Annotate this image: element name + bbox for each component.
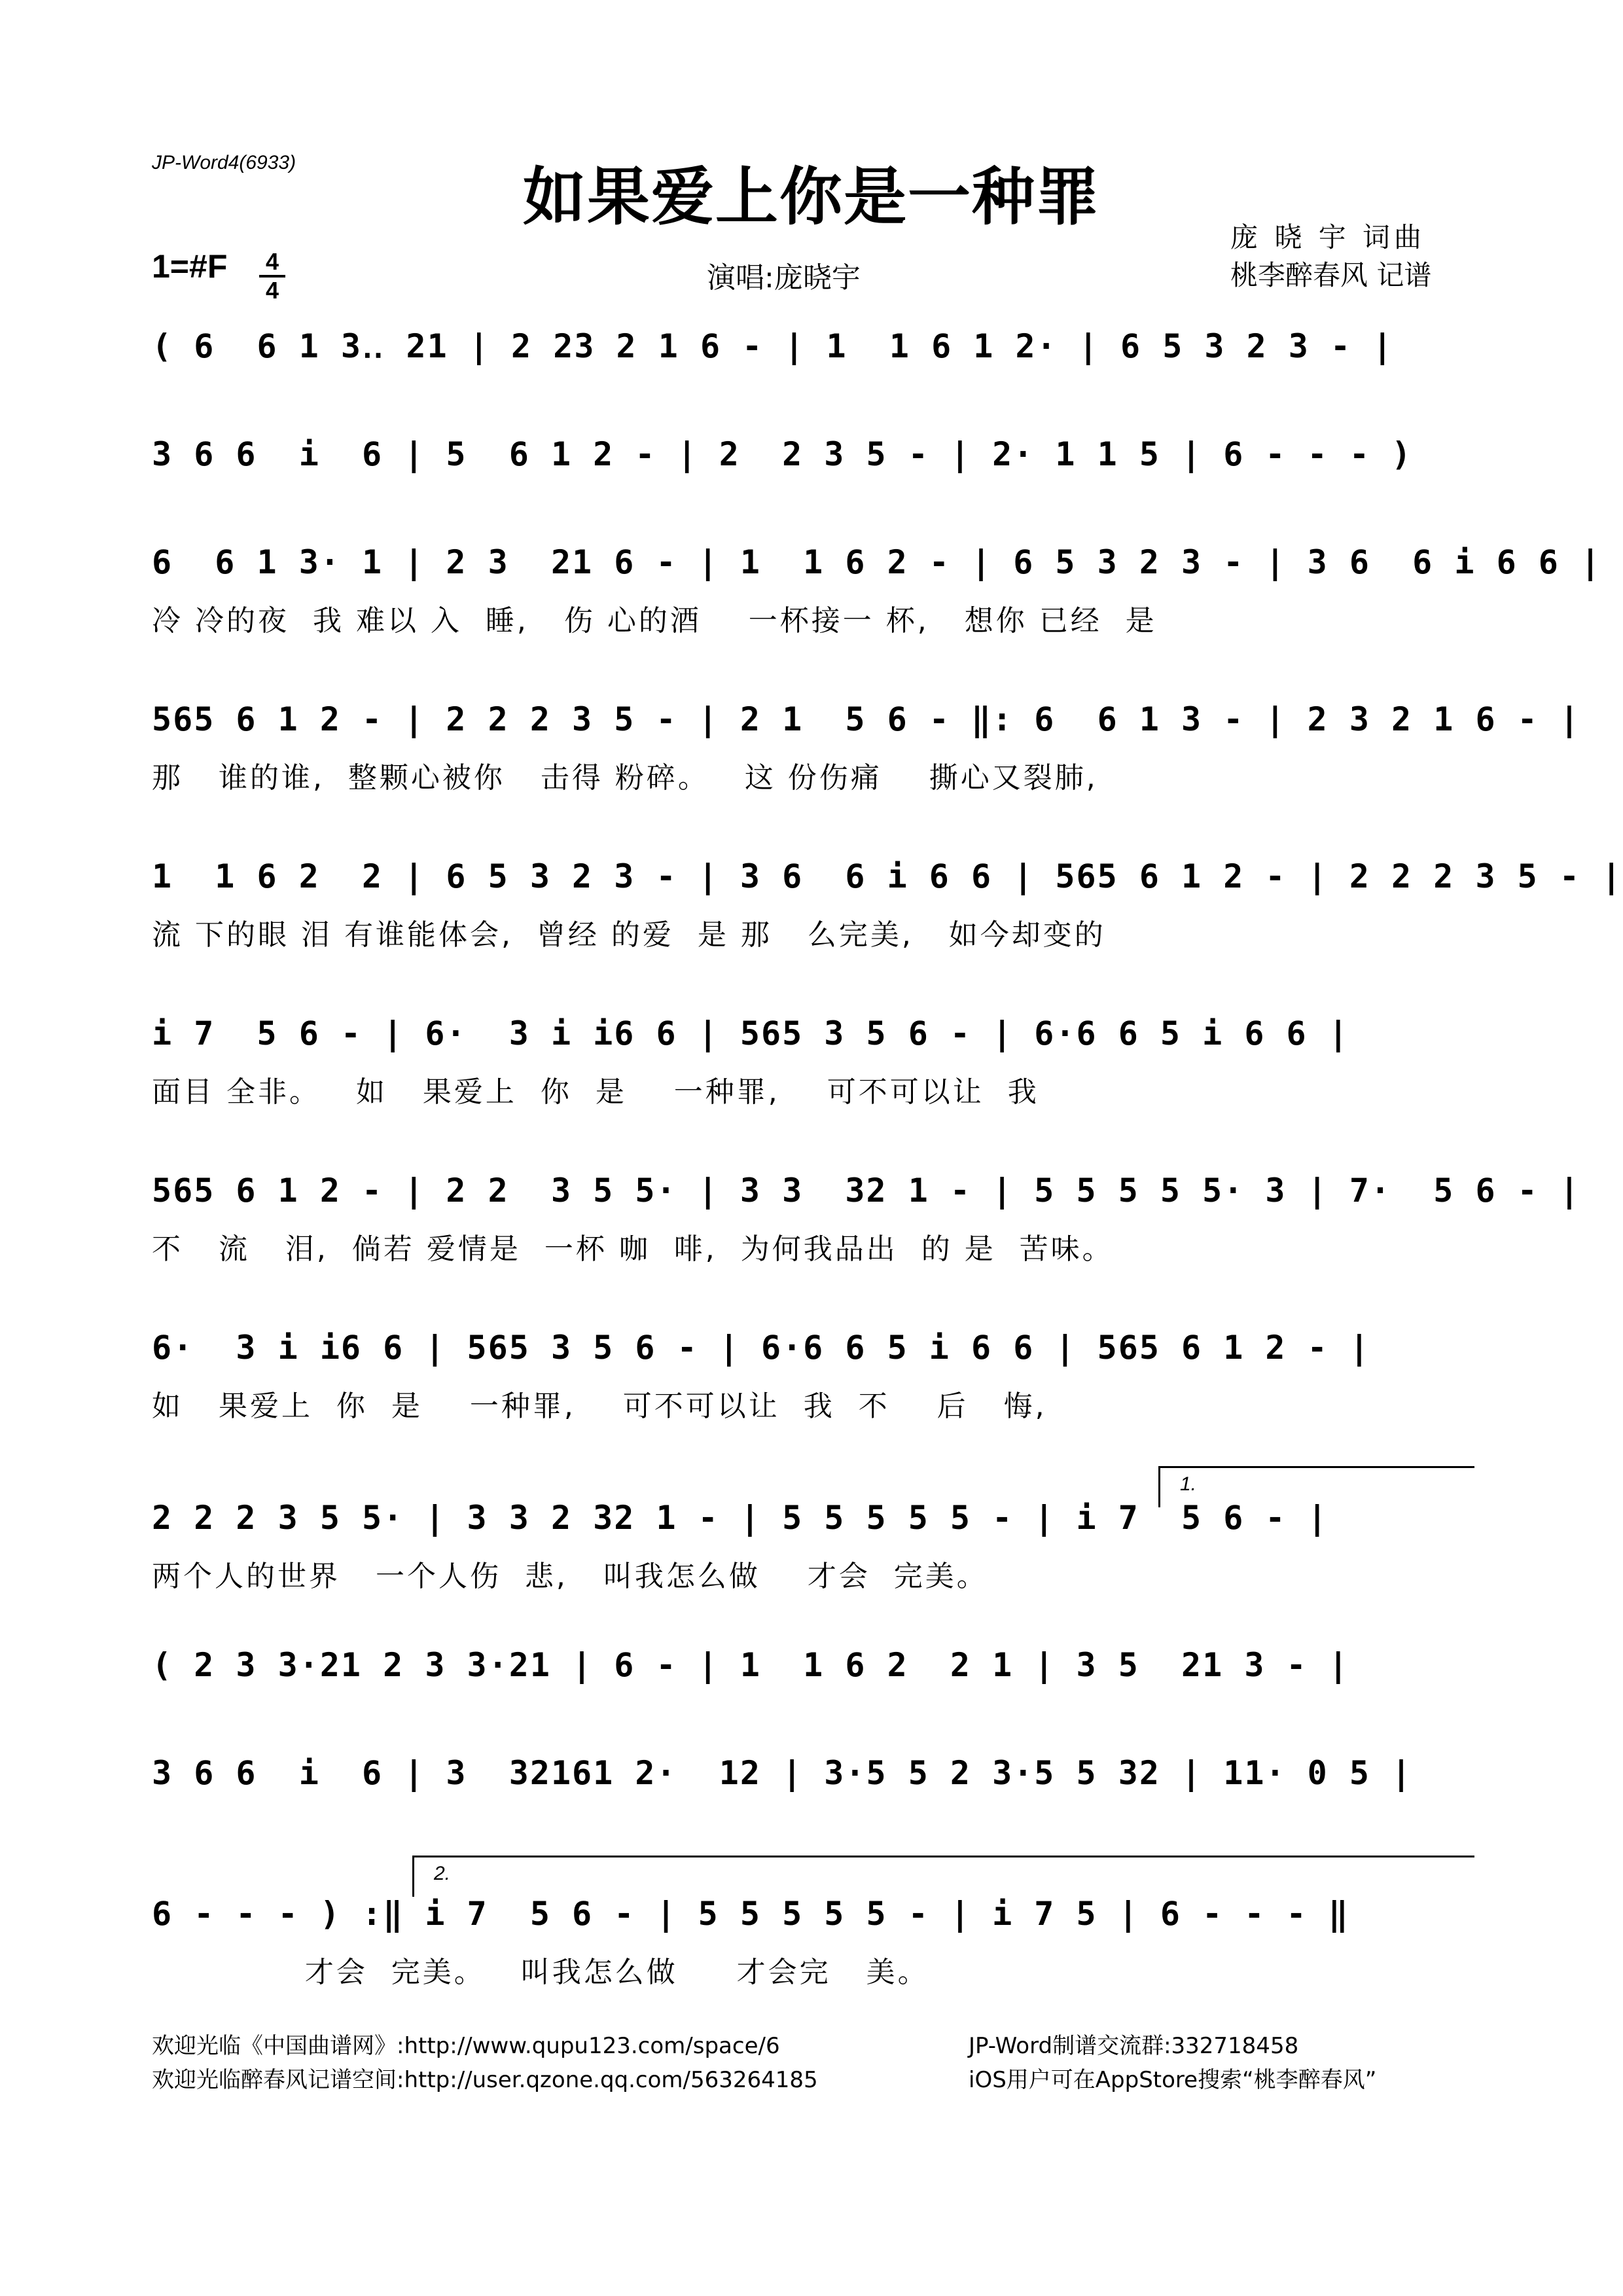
singer-credit: 演唱:庞晓宇 [707,261,861,295]
composer-credit: 庞 晓 宇 词曲 [1230,221,1426,253]
staff-notes: 2 2 2 3 5 5· | 3 3 2 32 1 - | 5 5 5 5 5 - | i 7 5 6 - | [152,1499,1329,1537]
staff-notes: 3 6 6 i 6 | 5 6 1 2 - | 2 2 3 5 - | 2· 1 1 5 | 6 - - - ) [152,435,1413,473]
software-label: JP-Word4(6933) [152,152,296,173]
footer-appstore-note: iOS用户可在AppStore搜索“桃李醉春风” [969,2067,1377,2093]
staff-lyrics: 如 果爱上 你 是 一种罪, 可不可以让 我 不 后 悔, [152,1390,1047,1423]
staff-notes: 6 6 1 3· 1 | 2 3 21 6 - | 1 1 6 2 - | 6 5 3 2 3 - | 3 6 6 i 6 6 | [152,543,1602,581]
footer-qzone-link: 欢迎光临醉春风记谱空间:http://user.qzone.qq.com/563264185 [152,2067,818,2093]
staff-notes: ( 6 6 1 3‥ 21 | 2 23 2 1 6 - | 1 1 6 1 2· | 6 5 3 2 3 - | [152,327,1394,365]
time-signature-bottom: 4 [265,277,279,304]
staff-notes: 3 6 6 i 6 | 3 32161 2· 12 | 3·5 5 2 3·5 5 32 | 11· 0 5 | [152,1754,1413,1792]
song-title: 如果爱上你是一种罪 [523,160,1100,234]
staff-lyrics: 面目 全非。 如 果爱上 你 是 一种罪, 可不可以让 我 [152,1075,1039,1109]
staff-notes: 565 6 1 2 - | 2 2 2 3 5 - | 2 1 5 6 - ‖: 6 6 1 3 - | 2 3 2 1 6 - | [152,700,1580,738]
staff-notes: 565 6 1 2 - | 2 2 3 5 5· | 3 3 32 1 - | 5 5 5 5 5· 3 | 7· 5 6 - | [152,1172,1580,1210]
staff-lyrics: 才会 完美。 叫我怎么做 才会完 美。 [152,1956,929,1989]
footer-website-link: 欢迎光临《中国曲谱网》:http://www.qupu123.com/space/6 [152,2033,780,2059]
second-ending-bracket [412,1856,1474,1897]
staff-lyrics: 流 下的眼 泪 有谁能体会, 曾经 的爱 是 那 么完美, 如今却变的 [152,918,1106,952]
key-signature: 1=#F [152,248,228,285]
footer-qq-group: JP-Word制谱交流群:332718458 [969,2033,1299,2059]
second-ending-label: 2. [434,1863,451,1884]
time-signature [259,250,285,302]
first-ending-label: 1. [1180,1473,1197,1495]
staff-notes: ( 2 3 3·21 2 3 3·21 | 6 - | 1 1 6 2 2 1 | 3 5 21 3 - | [152,1646,1349,1684]
staff-notes: 6· 3 i i6 6 | 565 3 5 6 - | 6·6 6 5 i 6 6 | 565 6 1 2 - | [152,1329,1370,1367]
transcriber-credit: 桃李醉春风 记谱 [1230,259,1432,291]
staff-lyrics: 冷 冷的夜 我 难以 入 睡, 伤 心的酒 一杯接一 杯, 想你 已经 是 [152,604,1157,637]
staff-notes: 1 1 6 2 2 | 6 5 3 2 3 - | 3 6 6 i 6 6 | 565 6 1 2 - | 2 2 2 3 5 - | [152,857,1623,895]
time-signature-top: 4 [265,248,279,275]
staff-lyrics: 不 流 泪, 倘若 爱情是 一杯 咖 啡, 为何我品出 的 是 苦味。 [152,1232,1114,1266]
staff-lyrics: 两个人的世界 一个人伤 悲, 叫我怎么做 才会 完美。 [152,1560,988,1593]
staff-lyrics: 那 谁的谁, 整颗心被你 击得 粉碎。 这 份伤痛 撕心又裂肺, [152,761,1098,795]
staff-notes: i 7 5 6 - | 6· 3 i i6 6 | 565 3 5 6 - | 6·6 6 5 i 6 6 | [152,1014,1349,1052]
staff-notes: 6 - - - ) :‖ i 7 5 6 - | 5 5 5 5 5 - | i 7 5 | 6 - - - ‖ [152,1895,1349,1933]
